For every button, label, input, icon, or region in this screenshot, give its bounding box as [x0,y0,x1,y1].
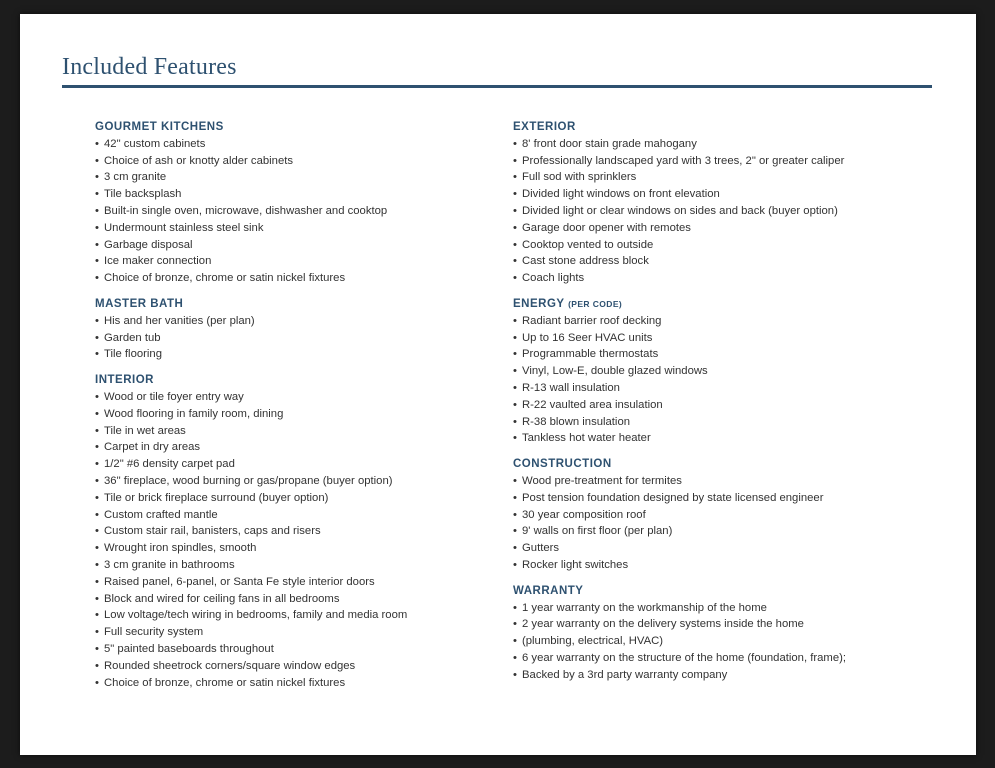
feature-list [513,473,933,574]
section-gourmet-kitchens [95,119,495,287]
section-heading: EXTERIOR [513,121,576,133]
feature-item: • Garbage disposal [95,237,495,254]
feature-item: • Cast stone address block [513,253,933,270]
feature-item: • 36" fireplace, wood burning or gas/propane (buyer option) [95,473,495,490]
feature-item: • Tile in wet areas [95,423,495,440]
feature-item: • Tile backsplash [95,186,495,203]
feature-item: • 3 cm granite [95,169,495,186]
feature-item: • Tile or brick fireplace surround (buyer option) [95,490,495,507]
document-page [20,14,976,755]
feature-list [95,136,495,287]
feature-item: • 5" painted baseboards throughout [95,641,495,658]
feature-item: • 2 year warranty on the delivery systems inside the home [513,616,933,633]
feature-item: • 8' front door stain grade mahogany [513,136,933,153]
feature-item: • Carpet in dry areas [95,439,495,456]
section-interior [95,372,495,691]
feature-item: • Choice of ash or knotty alder cabinets [95,153,495,170]
feature-item: • Radiant barrier roof decking [513,313,933,330]
feature-item: • R-22 vaulted area insulation [513,397,933,414]
feature-item: • 3 cm granite in bathrooms [95,557,495,574]
feature-item: • Rounded sheetrock corners/square window edges [95,658,495,675]
feature-item: • Rocker light switches [513,557,933,574]
section-warranty [513,583,933,684]
section-heading: WARRANTY [513,584,584,597]
section-heading [513,296,933,313]
section-exterior [513,119,933,287]
feature-item: • 1 year warranty on the workmanship of the home [513,600,933,617]
feature-item: • Tile flooring [95,346,495,363]
section-heading-note: (PER CODE) [568,298,623,309]
feature-list [513,136,933,287]
feature-list [95,389,495,691]
feature-item: • Low voltage/tech wiring in bedrooms, family and media room [95,607,495,624]
feature-item: • Wood pre-treatment for termites [513,473,933,490]
feature-item: • Wrought iron spindles, smooth [95,540,495,557]
feature-item: • Built-in single oven, microwave, dishwasher and cooktop [95,203,495,220]
feature-item: • 1/2" #6 density carpet pad [95,456,495,473]
right-column [513,119,933,693]
feature-item: • Tankless hot water heater [513,430,933,447]
feature-list [513,313,933,447]
feature-item: • Undermount stainless steel sink [95,220,495,237]
feature-item: • Cooktop vented to outside [513,237,933,254]
feature-item: • Programmable thermostats [513,346,933,363]
feature-item: • Up to 16 Seer HVAC units [513,330,933,347]
left-column [95,119,495,700]
section-heading-label: ENERGY [513,297,565,310]
feature-item: • Custom crafted mantle [95,507,495,524]
feature-item: • Gutters [513,540,933,557]
feature-item: • Garden tub [95,330,495,347]
feature-item: • Ice maker connection [95,253,495,270]
feature-item: • (plumbing, electrical, HVAC) [513,633,933,650]
feature-list [95,313,495,363]
section-heading: CONSTRUCTION [513,458,612,471]
feature-item: • Post tension foundation designed by state licensed engineer [513,490,933,507]
feature-item: • Vinyl, Low-E, double glazed windows [513,363,933,380]
feature-item: • Full security system [95,624,495,641]
feature-item: • Wood or tile foyer entry way [95,389,495,406]
feature-item: • R-38 blown insulation [513,414,933,431]
feature-item: • 30 year composition roof [513,507,933,524]
feature-item: • 6 year warranty on the structure of the home (foundation, frame); [513,650,933,667]
feature-list [513,600,933,684]
feature-item: • Choice of bronze, chrome or satin nickel fixtures [95,270,495,287]
section-construction [513,456,933,574]
title-divider [62,85,932,88]
feature-item: • R-13 wall insulation [513,380,933,397]
section-energy [513,296,933,447]
page-title: Included Features [62,54,237,80]
feature-item: • 9' walls on first floor (per plan) [513,523,933,540]
feature-item: • Backed by a 3rd party warranty company [513,667,933,684]
feature-item: • Custom stair rail, banisters, caps and risers [95,523,495,540]
feature-item: • Full sod with sprinklers [513,169,933,186]
section-heading: MASTER BATH [95,297,184,310]
section-heading: INTERIOR [95,374,154,387]
feature-item: • Divided light or clear windows on sides and back (buyer option) [513,203,933,220]
section-master-bath [95,296,495,363]
feature-item: • His and her vanities (per plan) [95,313,495,330]
feature-item: • Professionally landscaped yard with 3 trees, 2" or greater caliper [513,153,933,170]
feature-item: • Wood flooring in family room, dining [95,406,495,423]
feature-item: • Raised panel, 6-panel, or Santa Fe style interior doors [95,574,495,591]
feature-item: • Coach lights [513,270,933,287]
feature-item: • Divided light windows on front elevation [513,186,933,203]
section-heading: GOURMET KITCHENS [95,121,224,133]
feature-item: • Garage door opener with remotes [513,220,933,237]
feature-item: • Choice of bronze, chrome or satin nickel fixtures [95,675,495,692]
feature-item: • 42" custom cabinets [95,136,495,153]
feature-item: • Block and wired for ceiling fans in all bedrooms [95,591,495,608]
